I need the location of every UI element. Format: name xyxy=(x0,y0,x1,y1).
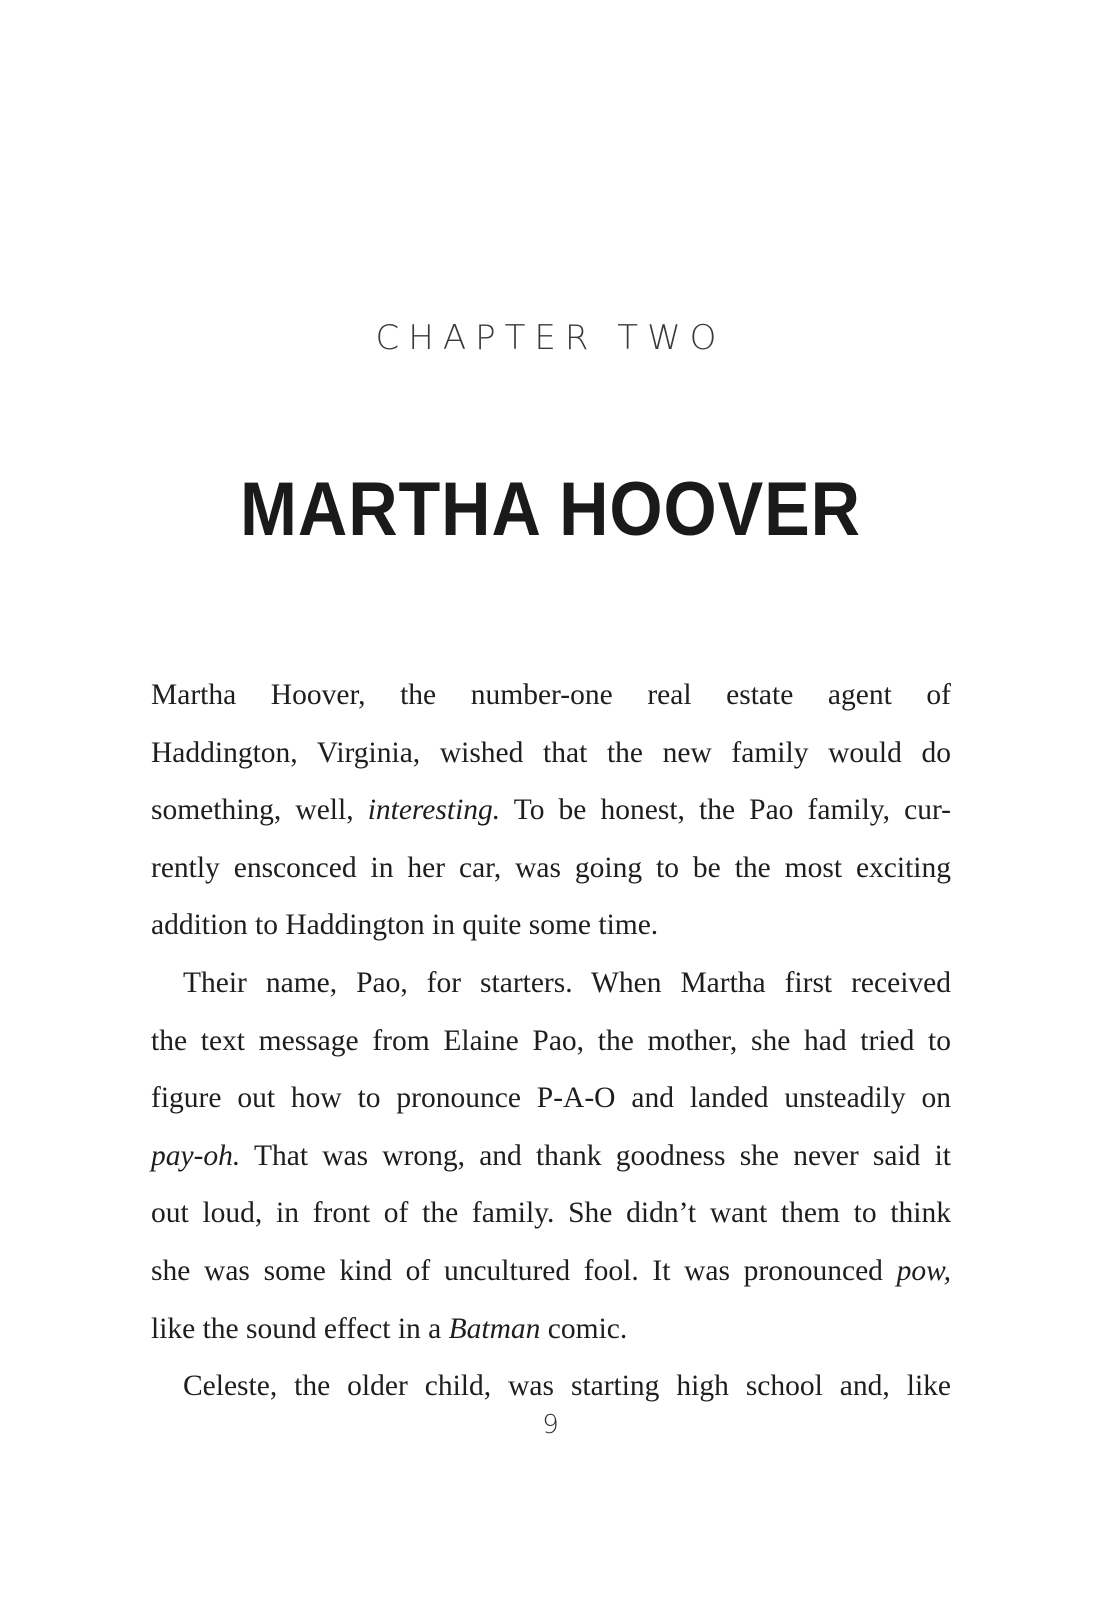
text-line xyxy=(151,1301,951,1359)
text-line xyxy=(151,840,951,898)
chapter-label: CHAPTER TWO xyxy=(375,318,726,358)
page-number: 9 xyxy=(542,1410,559,1440)
text-line xyxy=(151,1013,951,1071)
italic-text: Batman xyxy=(448,1312,541,1345)
chapter-title: MARTHA HOOVER xyxy=(240,467,861,552)
text-run: she was some kind of uncultured fool. It was pronounced xyxy=(151,1254,897,1287)
text-line xyxy=(151,782,951,840)
italic-text: pow, xyxy=(896,1254,951,1287)
text-run: figure out how to pronounce P-A-O and landed unsteadily on xyxy=(151,1082,951,1115)
text-line xyxy=(151,1128,951,1186)
text-run: Haddington, Virginia, wished that the new family would do xyxy=(151,736,951,769)
text-line xyxy=(151,1243,951,1301)
text-line xyxy=(151,955,951,1013)
text-run: comic. xyxy=(540,1312,628,1345)
text-run: like the sound effect in a xyxy=(151,1312,449,1345)
text-run: Their name, Pao, for starters. When Martha first received xyxy=(183,966,951,999)
text-line xyxy=(151,897,951,955)
text-line xyxy=(151,667,951,725)
text-line xyxy=(151,1070,951,1128)
text-run: addition to Haddington in quite some time. xyxy=(151,909,659,942)
text-run: the text message from Elaine Pao, the mother, she had tried to xyxy=(151,1024,951,1057)
text-run: Martha Hoover, the number-one real estate agent of xyxy=(151,679,951,711)
text-run: To be honest, the Pao family, cur- xyxy=(500,794,952,827)
paragraph xyxy=(151,667,951,955)
text-run: Celeste, the older child, was starting high school and, like xyxy=(183,1370,951,1403)
body-text xyxy=(151,667,951,1416)
text-run: That was wrong, and thank goodness she never said it xyxy=(240,1139,951,1172)
text-line xyxy=(151,1185,951,1243)
italic-text: interesting. xyxy=(367,794,501,827)
paragraph xyxy=(151,1358,951,1416)
italic-text: pay-oh. xyxy=(151,1139,241,1172)
text-line xyxy=(151,1358,951,1416)
text-line xyxy=(151,725,951,783)
text-run: out loud, in front of the family. She didn’t want them to think xyxy=(151,1197,951,1230)
text-run: something, well, xyxy=(151,794,368,827)
paragraph xyxy=(151,955,951,1358)
text-run: rently ensconced in her car, was going to be the most exciting xyxy=(151,851,951,884)
